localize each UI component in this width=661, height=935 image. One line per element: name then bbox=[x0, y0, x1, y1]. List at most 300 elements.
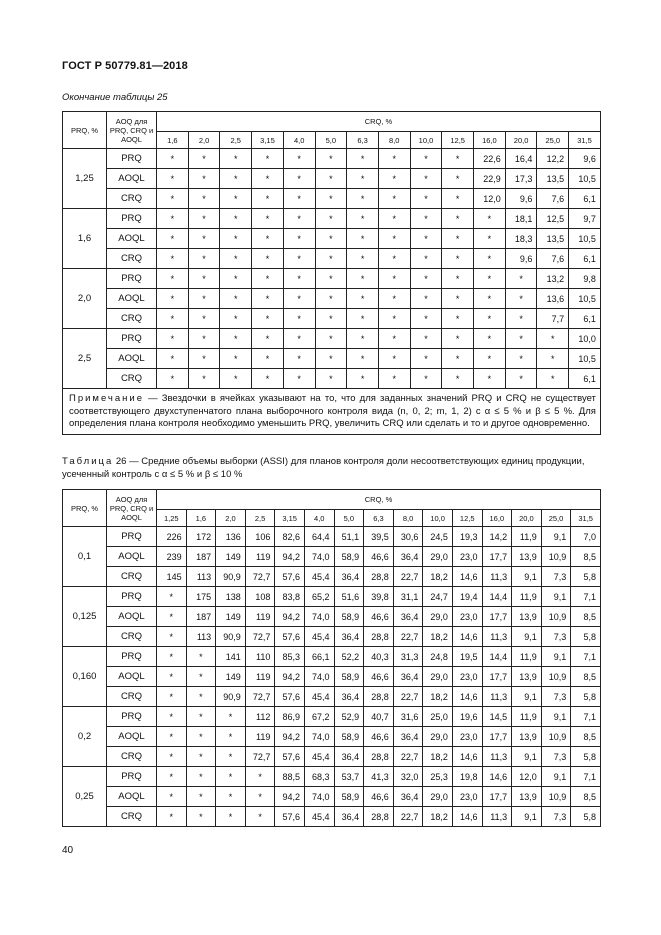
value-cell: 39,8 bbox=[364, 587, 394, 607]
value-cell: * bbox=[442, 189, 474, 209]
value-cell: * bbox=[216, 747, 246, 767]
value-cell: * bbox=[315, 369, 347, 389]
value-cell: * bbox=[188, 229, 220, 249]
value-cell: 141 bbox=[216, 647, 246, 667]
value-cell: * bbox=[220, 369, 252, 389]
table-row bbox=[63, 149, 601, 169]
value-cell: 9,1 bbox=[512, 687, 542, 707]
value-cell: 175 bbox=[186, 587, 216, 607]
value-cell: 36,4 bbox=[393, 547, 423, 567]
table-row bbox=[63, 229, 601, 249]
value-cell: 119 bbox=[245, 607, 275, 627]
value-cell: 74,0 bbox=[304, 607, 334, 627]
value-cell: 23,0 bbox=[452, 787, 482, 807]
value-cell: * bbox=[474, 349, 506, 369]
value-cell: 10,5 bbox=[569, 169, 601, 189]
value-cell: * bbox=[157, 687, 187, 707]
value-cell: 8,5 bbox=[571, 787, 601, 807]
value-cell: * bbox=[315, 289, 347, 309]
crq-column-header: 31,5 bbox=[571, 510, 601, 527]
value-cell: 13,5 bbox=[537, 229, 569, 249]
value-cell: 11,9 bbox=[512, 707, 542, 727]
value-cell: * bbox=[505, 289, 537, 309]
value-cell: 29,0 bbox=[423, 547, 453, 567]
value-cell: * bbox=[157, 647, 187, 667]
value-cell: 13,9 bbox=[512, 787, 542, 807]
value-cell: 36,4 bbox=[393, 727, 423, 747]
value-cell: 6,1 bbox=[569, 309, 601, 329]
table-row bbox=[63, 289, 601, 309]
indicator-label: CRQ bbox=[107, 627, 157, 647]
table-row bbox=[63, 667, 601, 687]
value-cell: * bbox=[347, 369, 379, 389]
value-cell: 7,3 bbox=[541, 747, 571, 767]
value-cell: 113 bbox=[186, 567, 216, 587]
value-cell: * bbox=[252, 169, 284, 189]
value-cell: * bbox=[347, 149, 379, 169]
value-cell: 94,2 bbox=[275, 607, 305, 627]
value-cell: 14,5 bbox=[482, 707, 512, 727]
value-cell: 149 bbox=[216, 607, 246, 627]
value-cell: * bbox=[252, 269, 284, 289]
value-cell: 18,2 bbox=[423, 567, 453, 587]
value-cell: * bbox=[186, 767, 216, 787]
value-cell: 149 bbox=[216, 667, 246, 687]
table-row bbox=[63, 547, 601, 567]
value-cell: 7,1 bbox=[571, 587, 601, 607]
value-cell: 31,3 bbox=[393, 647, 423, 667]
prq-value: 0,25 bbox=[63, 767, 107, 827]
prq-value: 1,6 bbox=[63, 209, 107, 269]
value-cell: 25,3 bbox=[423, 767, 453, 787]
value-cell: 22,9 bbox=[474, 169, 506, 189]
value-cell: 8,5 bbox=[571, 667, 601, 687]
indicator-label: AOQL bbox=[107, 787, 157, 807]
value-cell: 7,1 bbox=[571, 647, 601, 667]
value-cell: * bbox=[347, 309, 379, 329]
note-label: Примечание bbox=[69, 393, 144, 404]
value-cell: * bbox=[157, 309, 189, 329]
value-cell: * bbox=[315, 189, 347, 209]
value-cell: * bbox=[157, 189, 189, 209]
value-cell: * bbox=[283, 209, 315, 229]
value-cell: 119 bbox=[245, 547, 275, 567]
value-cell: * bbox=[186, 747, 216, 767]
value-cell: * bbox=[474, 309, 506, 329]
table-row bbox=[63, 787, 601, 807]
value-cell: 46,6 bbox=[364, 667, 394, 687]
value-cell: * bbox=[252, 189, 284, 209]
value-cell: * bbox=[474, 289, 506, 309]
value-cell: 9,8 bbox=[569, 269, 601, 289]
value-cell: * bbox=[347, 249, 379, 269]
indicator-label: CRQ bbox=[107, 369, 157, 389]
value-cell: 51,1 bbox=[334, 527, 364, 547]
value-cell: * bbox=[157, 747, 187, 767]
value-cell: * bbox=[186, 727, 216, 747]
value-cell: * bbox=[442, 369, 474, 389]
value-cell: 13,5 bbox=[537, 169, 569, 189]
crq-column-header: 4,0 bbox=[283, 132, 315, 149]
value-cell: * bbox=[245, 787, 275, 807]
crq-column-header: 2,5 bbox=[245, 510, 275, 527]
value-cell: 9,6 bbox=[569, 149, 601, 169]
indicator-label: AOQL bbox=[107, 229, 157, 249]
value-cell: * bbox=[410, 229, 442, 249]
value-cell: * bbox=[245, 807, 275, 827]
crq-column-header: 25,0 bbox=[541, 510, 571, 527]
table-26-caption bbox=[62, 455, 600, 481]
value-cell: 108 bbox=[245, 587, 275, 607]
value-cell: * bbox=[283, 369, 315, 389]
crq-column-header: 3,15 bbox=[275, 510, 305, 527]
table-row bbox=[63, 567, 601, 587]
value-cell: 57,6 bbox=[275, 627, 305, 647]
aoq-header: AOQ для PRQ, CRQ и AOQL bbox=[107, 490, 157, 527]
value-cell: * bbox=[442, 269, 474, 289]
value-cell: * bbox=[410, 329, 442, 349]
value-cell: 9,1 bbox=[541, 707, 571, 727]
value-cell: 12,0 bbox=[474, 189, 506, 209]
value-cell: 13,9 bbox=[512, 547, 542, 567]
value-cell: 51,6 bbox=[334, 587, 364, 607]
value-cell: 172 bbox=[186, 527, 216, 547]
value-cell: * bbox=[252, 149, 284, 169]
value-cell: 12,5 bbox=[537, 209, 569, 229]
value-cell: 58,9 bbox=[334, 547, 364, 567]
value-cell: * bbox=[315, 249, 347, 269]
value-cell: * bbox=[378, 149, 410, 169]
value-cell: * bbox=[245, 767, 275, 787]
value-cell: 40,3 bbox=[364, 647, 394, 667]
value-cell: 9,1 bbox=[512, 627, 542, 647]
value-cell: * bbox=[537, 349, 569, 369]
value-cell: * bbox=[283, 349, 315, 369]
value-cell: 58,9 bbox=[334, 727, 364, 747]
value-cell: * bbox=[188, 209, 220, 229]
value-cell: 13,2 bbox=[537, 269, 569, 289]
value-cell: 9,6 bbox=[505, 249, 537, 269]
value-cell: 22,7 bbox=[393, 567, 423, 587]
value-cell: 72,7 bbox=[245, 567, 275, 587]
value-cell: 45,4 bbox=[304, 807, 334, 827]
value-cell: * bbox=[347, 189, 379, 209]
value-cell: 7,6 bbox=[537, 189, 569, 209]
value-cell: * bbox=[220, 229, 252, 249]
table-row bbox=[63, 189, 601, 209]
value-cell: * bbox=[186, 687, 216, 707]
table-row bbox=[63, 349, 601, 369]
value-cell: 10,9 bbox=[541, 607, 571, 627]
value-cell: * bbox=[315, 229, 347, 249]
prq-value: 0,1 bbox=[63, 527, 107, 587]
value-cell: * bbox=[157, 767, 187, 787]
value-cell: * bbox=[410, 149, 442, 169]
value-cell: * bbox=[315, 269, 347, 289]
value-cell: 7,3 bbox=[541, 567, 571, 587]
value-cell: 10,5 bbox=[569, 349, 601, 369]
table-row bbox=[63, 527, 601, 547]
value-cell: 28,8 bbox=[364, 567, 394, 587]
table-row bbox=[63, 269, 601, 289]
value-cell: 13,9 bbox=[512, 727, 542, 747]
value-cell: 10,5 bbox=[569, 229, 601, 249]
value-cell: * bbox=[188, 189, 220, 209]
value-cell: 64,4 bbox=[304, 527, 334, 547]
prq-value: 0,125 bbox=[63, 587, 107, 647]
value-cell: 14,2 bbox=[482, 527, 512, 547]
crq-column-header: 16,0 bbox=[482, 510, 512, 527]
indicator-label: PRQ bbox=[107, 587, 157, 607]
value-cell: 8,5 bbox=[571, 607, 601, 627]
value-cell: * bbox=[216, 707, 246, 727]
value-cell: 239 bbox=[157, 547, 187, 567]
value-cell: 5,8 bbox=[571, 567, 601, 587]
value-cell: * bbox=[220, 149, 252, 169]
value-cell: * bbox=[157, 727, 187, 747]
indicator-label: AOQL bbox=[107, 607, 157, 627]
value-cell: * bbox=[220, 169, 252, 189]
table-row bbox=[63, 647, 601, 667]
value-cell: * bbox=[442, 249, 474, 269]
value-cell: 22,7 bbox=[393, 687, 423, 707]
value-cell: 52,9 bbox=[334, 707, 364, 727]
table-row bbox=[63, 309, 601, 329]
value-cell: 23,0 bbox=[452, 667, 482, 687]
value-cell: 45,4 bbox=[304, 687, 334, 707]
value-cell: 67,2 bbox=[304, 707, 334, 727]
value-cell: 9,1 bbox=[512, 807, 542, 827]
value-cell: * bbox=[157, 209, 189, 229]
value-cell: 25,0 bbox=[423, 707, 453, 727]
value-cell: 72,7 bbox=[245, 747, 275, 767]
value-cell: 58,9 bbox=[334, 667, 364, 687]
value-cell: 72,7 bbox=[245, 687, 275, 707]
value-cell: 36,4 bbox=[334, 687, 364, 707]
value-cell: * bbox=[220, 349, 252, 369]
crq-column-header: 12,5 bbox=[452, 510, 482, 527]
value-cell: 88,5 bbox=[275, 767, 305, 787]
value-cell: 57,6 bbox=[275, 807, 305, 827]
table-25-continuation-label: Окончание таблицы 25 bbox=[62, 92, 168, 103]
value-cell: 13,6 bbox=[537, 289, 569, 309]
value-cell: 110 bbox=[245, 647, 275, 667]
value-cell: 83,8 bbox=[275, 587, 305, 607]
crq-column-header: 31,5 bbox=[569, 132, 601, 149]
indicator-label: AOQL bbox=[107, 169, 157, 189]
value-cell: 10,0 bbox=[569, 329, 601, 349]
value-cell: * bbox=[505, 329, 537, 349]
value-cell: 28,8 bbox=[364, 747, 394, 767]
value-cell: * bbox=[157, 807, 187, 827]
crq-column-header: 12,5 bbox=[442, 132, 474, 149]
indicator-label: CRQ bbox=[107, 249, 157, 269]
indicator-label: AOQL bbox=[107, 547, 157, 567]
crq-column-header: 2,5 bbox=[220, 132, 252, 149]
table-row bbox=[63, 767, 601, 787]
value-cell: 17,7 bbox=[482, 547, 512, 567]
value-cell: 23,0 bbox=[452, 607, 482, 627]
value-cell: * bbox=[252, 209, 284, 229]
value-cell: 58,9 bbox=[334, 787, 364, 807]
table-row bbox=[63, 747, 601, 767]
indicator-label: PRQ bbox=[107, 269, 157, 289]
value-cell: 36,4 bbox=[393, 787, 423, 807]
value-cell: * bbox=[220, 189, 252, 209]
value-cell: * bbox=[410, 369, 442, 389]
value-cell: 58,9 bbox=[334, 607, 364, 627]
value-cell: * bbox=[315, 329, 347, 349]
value-cell: * bbox=[188, 329, 220, 349]
value-cell: 11,3 bbox=[482, 687, 512, 707]
value-cell: 14,6 bbox=[452, 687, 482, 707]
indicator-label: AOQL bbox=[107, 727, 157, 747]
value-cell: 9,7 bbox=[569, 209, 601, 229]
value-cell: * bbox=[157, 349, 189, 369]
value-cell: * bbox=[442, 349, 474, 369]
value-cell: * bbox=[378, 169, 410, 189]
value-cell: 74,0 bbox=[304, 667, 334, 687]
page-number: 40 bbox=[62, 845, 74, 856]
value-cell: * bbox=[347, 329, 379, 349]
value-cell: * bbox=[347, 229, 379, 249]
table-row bbox=[63, 687, 601, 707]
value-cell: * bbox=[157, 707, 187, 727]
crq-column-header: 4,0 bbox=[304, 510, 334, 527]
value-cell: 74,0 bbox=[304, 727, 334, 747]
crq-column-header: 10,0 bbox=[410, 132, 442, 149]
value-cell: 9,1 bbox=[541, 527, 571, 547]
value-cell: 187 bbox=[186, 607, 216, 627]
crq-header: CRQ, % bbox=[157, 490, 601, 510]
value-cell: 57,6 bbox=[275, 747, 305, 767]
indicator-label: PRQ bbox=[107, 647, 157, 667]
value-cell: 24,8 bbox=[423, 647, 453, 667]
value-cell: 7,3 bbox=[541, 627, 571, 647]
value-cell: * bbox=[283, 249, 315, 269]
value-cell: * bbox=[157, 607, 187, 627]
value-cell: * bbox=[410, 309, 442, 329]
prq-value: 0,160 bbox=[63, 647, 107, 707]
value-cell: 5,8 bbox=[571, 627, 601, 647]
value-cell: 22,7 bbox=[393, 627, 423, 647]
indicator-label: CRQ bbox=[107, 807, 157, 827]
value-cell: 57,6 bbox=[275, 567, 305, 587]
value-cell: 39,5 bbox=[364, 527, 394, 547]
value-cell: 14,6 bbox=[452, 567, 482, 587]
value-cell: * bbox=[347, 209, 379, 229]
value-cell: * bbox=[188, 169, 220, 189]
indicator-label: PRQ bbox=[107, 149, 157, 169]
value-cell: 90,9 bbox=[216, 567, 246, 587]
crq-column-header: 5,0 bbox=[334, 510, 364, 527]
value-cell: * bbox=[442, 329, 474, 349]
value-cell: * bbox=[220, 209, 252, 229]
value-cell: 14,6 bbox=[452, 807, 482, 827]
value-cell: 19,6 bbox=[452, 707, 482, 727]
value-cell: 19,5 bbox=[452, 647, 482, 667]
value-cell: * bbox=[315, 349, 347, 369]
crq-column-header: 10,0 bbox=[423, 510, 453, 527]
value-cell: * bbox=[505, 309, 537, 329]
value-cell: 145 bbox=[157, 567, 187, 587]
table-25-note bbox=[63, 389, 601, 435]
value-cell: 24,7 bbox=[423, 587, 453, 607]
value-cell: 94,2 bbox=[275, 727, 305, 747]
value-cell: 32,0 bbox=[393, 767, 423, 787]
value-cell: 10,9 bbox=[541, 787, 571, 807]
value-cell: * bbox=[474, 329, 506, 349]
value-cell: 14,6 bbox=[452, 747, 482, 767]
value-cell: 12,0 bbox=[512, 767, 542, 787]
value-cell: * bbox=[474, 249, 506, 269]
value-cell: * bbox=[216, 807, 246, 827]
value-cell: 17,7 bbox=[482, 607, 512, 627]
value-cell: 66,1 bbox=[304, 647, 334, 667]
value-cell: * bbox=[442, 289, 474, 309]
value-cell: 226 bbox=[157, 527, 187, 547]
value-cell: * bbox=[347, 289, 379, 309]
value-cell: 36,4 bbox=[334, 627, 364, 647]
value-cell: * bbox=[186, 787, 216, 807]
value-cell: 45,4 bbox=[304, 747, 334, 767]
value-cell: * bbox=[315, 309, 347, 329]
crq-column-header: 16,0 bbox=[474, 132, 506, 149]
crq-column-header: 6,3 bbox=[347, 132, 379, 149]
value-cell: 136 bbox=[216, 527, 246, 547]
value-cell: * bbox=[283, 189, 315, 209]
value-cell: 14,6 bbox=[452, 627, 482, 647]
indicator-label: PRQ bbox=[107, 329, 157, 349]
value-cell: 22,6 bbox=[474, 149, 506, 169]
value-cell: 6,1 bbox=[569, 369, 601, 389]
value-cell: 119 bbox=[245, 727, 275, 747]
value-cell: 17,7 bbox=[482, 727, 512, 747]
value-cell: 9,6 bbox=[505, 189, 537, 209]
table-row bbox=[63, 727, 601, 747]
value-cell: * bbox=[157, 149, 189, 169]
value-cell: * bbox=[378, 309, 410, 329]
value-cell: 9,1 bbox=[512, 567, 542, 587]
indicator-label: AOQL bbox=[107, 667, 157, 687]
value-cell: * bbox=[157, 169, 189, 189]
table-26-caption-text: 26 — Средние объемы выборки (ASSI) для планов контроля доли несоответствующих единиц продукции, усеченный контроль с α ≤ 5 % и β ≤ 10 % bbox=[62, 456, 585, 480]
value-cell: * bbox=[157, 229, 189, 249]
value-cell: * bbox=[474, 209, 506, 229]
value-cell: * bbox=[315, 149, 347, 169]
value-cell: 13,9 bbox=[512, 667, 542, 687]
value-cell: 11,9 bbox=[512, 647, 542, 667]
crq-column-header: 1,6 bbox=[157, 132, 189, 149]
value-cell: * bbox=[410, 249, 442, 269]
crq-column-header: 8,0 bbox=[393, 510, 423, 527]
crq-column-header: 5,0 bbox=[315, 132, 347, 149]
value-cell: 9,1 bbox=[541, 767, 571, 787]
value-cell: 11,9 bbox=[512, 527, 542, 547]
value-cell: * bbox=[216, 787, 246, 807]
value-cell: 94,2 bbox=[275, 547, 305, 567]
table-row bbox=[63, 249, 601, 269]
value-cell: * bbox=[157, 627, 187, 647]
value-cell: 57,6 bbox=[275, 687, 305, 707]
value-cell: 94,2 bbox=[275, 787, 305, 807]
value-cell: * bbox=[378, 369, 410, 389]
table-row bbox=[63, 707, 601, 727]
value-cell: * bbox=[378, 349, 410, 369]
value-cell: 74,0 bbox=[304, 787, 334, 807]
indicator-label: AOQL bbox=[107, 349, 157, 369]
value-cell: * bbox=[220, 329, 252, 349]
